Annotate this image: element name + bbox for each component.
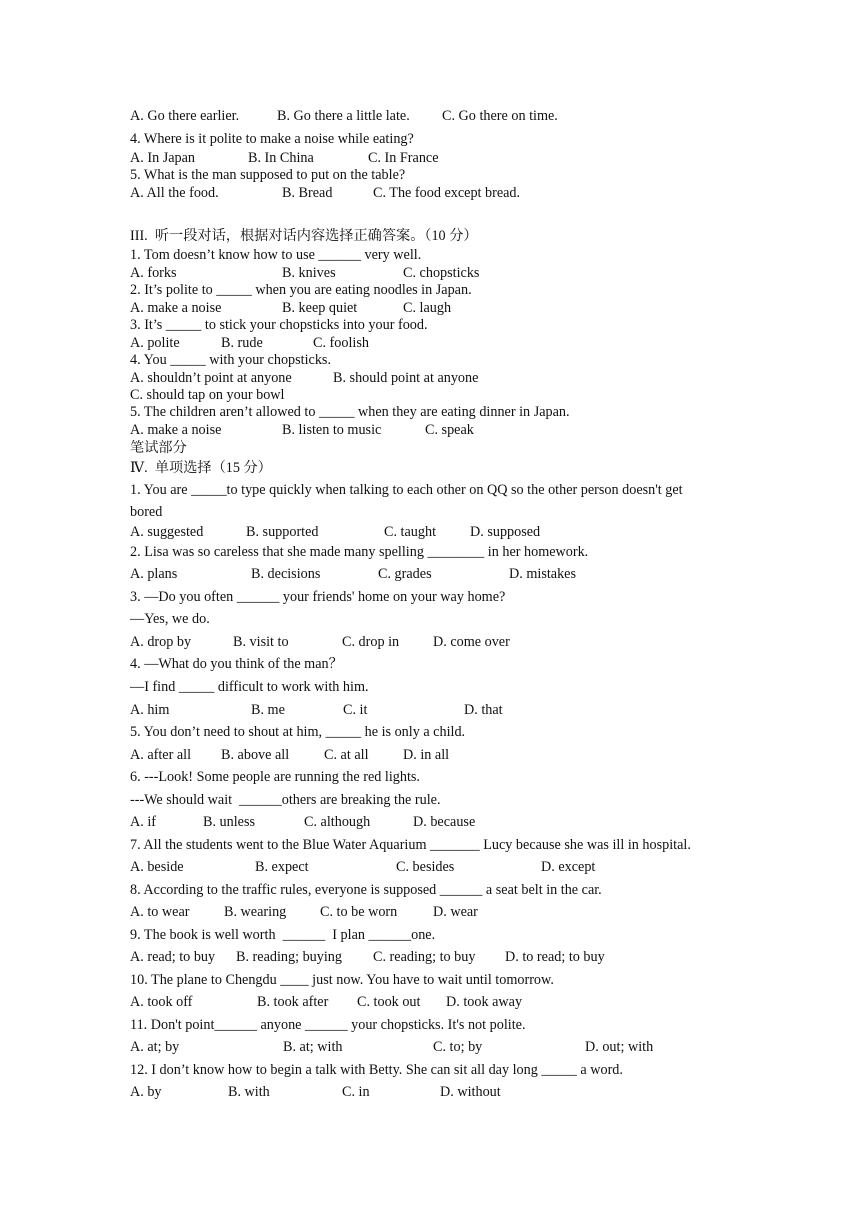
option-a: A. In Japan: [130, 150, 196, 166]
option-d: D. come over: [433, 634, 510, 650]
option-c: C. chopsticks: [403, 265, 480, 281]
option-c: C. The food except bread.: [373, 185, 521, 201]
option-b: B. reading; buying: [236, 949, 342, 965]
question-stem: 5. The children aren’t allowed to _____ when they are eating dinner in Japan.: [130, 404, 570, 420]
question-stem: 8. According to the traffic rules, everyone is supposed ______ a seat belt in the car.: [130, 882, 602, 898]
part-heading: 笔试部分: [130, 440, 187, 456]
dialogue-reply: —Yes, we do.: [130, 611, 210, 627]
dialogue-reply: —I find _____ difficult to work with him.: [130, 679, 369, 695]
option-a: A. drop by: [130, 634, 192, 650]
option-b: B. should point at anyone: [333, 370, 479, 386]
option-d: D. without: [440, 1084, 501, 1100]
option-d: D. to read; to buy: [505, 949, 605, 965]
option-c: C. drop in: [342, 634, 400, 650]
option-d: D. wear: [433, 904, 478, 920]
option-b: B. In China: [248, 150, 314, 166]
question-stem: 9. The book is well worth ______ I plan ______one.: [130, 927, 436, 943]
question-stem: 4. —What do you think of the man？: [130, 656, 343, 672]
section-title: III. 听一段对话，根据对话内容选择正确答案。（10 分）: [130, 228, 478, 244]
option-a: A. make a noise: [130, 300, 222, 316]
option-a: A. beside: [130, 859, 184, 875]
option-a: A. forks: [130, 265, 177, 281]
option-b: B. above all: [221, 747, 290, 763]
question-stem: 12. I don’t know how to begin a talk with Betty. She can sit all day long _____ a word.: [130, 1062, 623, 1078]
option-c: C. it: [343, 702, 368, 718]
section-title: Ⅳ. 单项选择（15 分）: [130, 460, 272, 476]
question-stem: 5. What is the man supposed to put on the table?: [130, 167, 406, 183]
option-a: A. All the food.: [130, 185, 219, 201]
question-stem-continued: bored: [130, 504, 163, 520]
option-c: C. In France: [368, 150, 439, 166]
option-c: C. speak: [425, 422, 474, 438]
question-stem: 4. Where is it polite to make a noise while eating?: [130, 131, 414, 147]
option-b: B. listen to music: [282, 422, 382, 438]
option-c: C. besides: [396, 859, 455, 875]
question-stem: 3. It’s _____ to stick your chopsticks into your food.: [130, 317, 428, 333]
option-b: B. expect: [255, 859, 309, 875]
option-d: D. supposed: [470, 524, 541, 540]
question-stem: 5. You don’t need to shout at him, _____ he is only a child.: [130, 724, 466, 740]
question-stem: 3. —Do you often ______ your friends' home on your way home?: [130, 589, 506, 605]
option-a: A. make a noise: [130, 422, 222, 438]
option-a: A. took off: [130, 994, 193, 1010]
option-c: C. although: [304, 814, 371, 830]
option-a: A. shouldn’t point at anyone: [130, 370, 292, 386]
option-b: B. Go there a little late.: [277, 108, 410, 124]
option-d: D. mistakes: [509, 566, 576, 582]
option-b: B. wearing: [224, 904, 287, 920]
option-c: C. at all: [324, 747, 369, 763]
option-d: D. that: [464, 702, 503, 718]
option-b: B. decisions: [251, 566, 321, 582]
option-c: C. grades: [378, 566, 432, 582]
option-c: C. took out: [357, 994, 421, 1010]
option-b: B. Bread: [282, 185, 333, 201]
option-a: A. if: [130, 814, 157, 830]
option-c: C. reading; to buy: [373, 949, 476, 965]
option-b: B. knives: [282, 265, 336, 281]
option-b: B. visit to: [233, 634, 289, 650]
option-c: C. to; by: [433, 1039, 483, 1055]
question-stem: 2. Lisa was so careless that she made many spelling ________ in her homework.: [130, 544, 589, 560]
option-c: C. laugh: [403, 300, 452, 316]
option-d: D. took away: [446, 994, 523, 1010]
option-b: B. keep quiet: [282, 300, 358, 316]
option-b: B. rude: [221, 335, 263, 351]
question-stem: 2. It’s polite to _____ when you are eating noodles in Japan.: [130, 282, 472, 298]
option-a: A. polite: [130, 335, 180, 351]
option-b: B. with: [228, 1084, 270, 1100]
option-b: B. unless: [203, 814, 256, 830]
option-a: A. read; to buy: [130, 949, 216, 965]
option-c: C. to be worn: [320, 904, 398, 920]
option-c: C. taught: [384, 524, 437, 540]
question-stem: 4. You _____ with your chopsticks.: [130, 352, 331, 368]
option-d: D. out; with: [585, 1039, 654, 1055]
option-a: A. at; by: [130, 1039, 180, 1055]
option-d: D. in all: [403, 747, 450, 763]
option-a: A. plans: [130, 566, 178, 582]
option-a: A. to wear: [130, 904, 190, 920]
question-stem: 6. ---Look! Some people are running the red lights.: [130, 769, 420, 785]
option-c: C. Go there on time.: [442, 108, 558, 124]
question-stem: 1. You are _____to type quickly when talking to each other on QQ so the other person doesn't get: [130, 482, 683, 498]
option-d: D. except: [541, 859, 596, 875]
question-stem: 1. Tom doesn’t know how to use ______ very well.: [130, 247, 422, 263]
dialogue-reply: ---We should wait ______others are breaking the rule.: [130, 792, 441, 808]
option-b: B. supported: [246, 524, 319, 540]
option-a: A. suggested: [130, 524, 204, 540]
option-a: A. by: [130, 1084, 162, 1100]
question-stem: 10. The plane to Chengdu ____ just now. You have to wait until tomorrow.: [130, 972, 554, 988]
option-c: C. in: [342, 1084, 370, 1100]
option-b: B. took after: [257, 994, 329, 1010]
option-c: C. should tap on your bowl: [130, 387, 285, 403]
option-b: B. at; with: [283, 1039, 343, 1055]
option-c: C. foolish: [313, 335, 369, 351]
option-d: D. because: [413, 814, 476, 830]
question-stem: 7. All the students went to the Blue Water Aquarium _______ Lucy because she was ill in hospital.: [130, 837, 691, 853]
option-a: A. after all: [130, 747, 192, 763]
option-b: B. me: [251, 702, 285, 718]
option-a: A. Go there earlier.: [130, 108, 240, 124]
option-a: A. him: [130, 702, 170, 718]
question-stem: 11. Don't point______ anyone ______ your chopsticks. It's not polite.: [130, 1017, 526, 1033]
